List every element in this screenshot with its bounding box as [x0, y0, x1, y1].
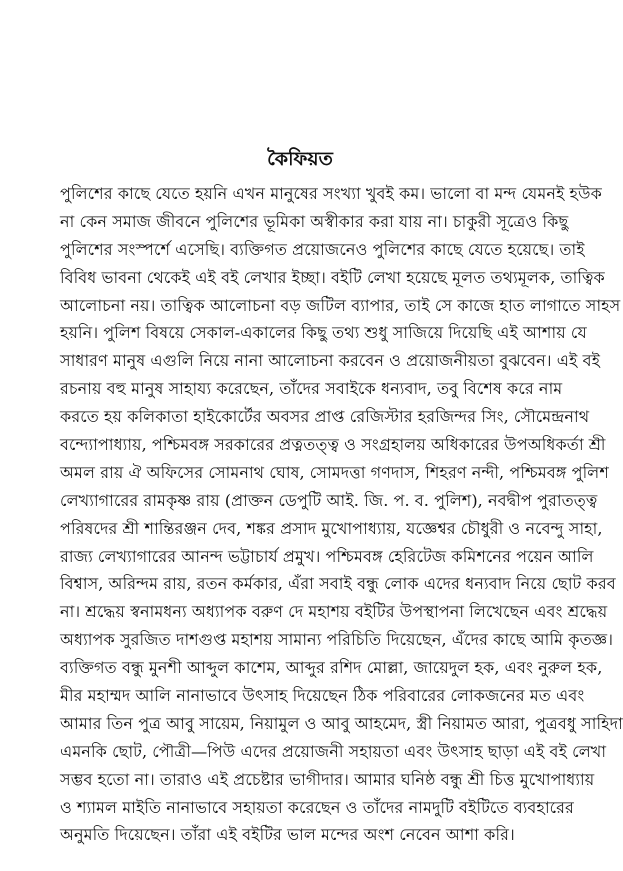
- text-line: অনুমতি দিয়েছেন। তাঁরা এই বইটির ভাল মন্দের অংশ নেবেন আশা করি।: [60, 825, 515, 845]
- text-line: রচনায় বহু মানুষ সাহায্য করেছেন, তাঁদের সবাইকে ধন্যবাদ, তবু বিশেষ করে নাম: [60, 379, 563, 399]
- text-line: রাজ্য লেখ্যাগারের আনন্দ ভট্টাচার্য প্রমুখ। পশ্চিমবঙ্গ হেরিটেজ কমিশনের পয়েন আলি: [60, 546, 594, 566]
- page-title: কৈফিয়ত: [267, 148, 333, 170]
- text-line: সম্ভব হতো না। তারাও এই প্রচেষ্টার ভাগীদার। আমার ঘনিষ্ঠ বন্ধু শ্রী চিত্ত মুখোপাধ্যায়: [60, 769, 595, 789]
- text-line: সাধারণ মানুষ এগুলি নিয়ে নানা আলোচনা করবেন ও প্রয়োজনীয়তা বুঝবেন। এই বই: [60, 351, 601, 371]
- text-line: না। শ্রদ্ধেয় স্বনামধন্য অধ্যাপক বরুণ দে মহাশয় বইটির উপস্থাপনা লিখেছেন এবং শ্রদ্ধেয়: [60, 602, 608, 622]
- text-line: বন্দ্যোপাধ্যায়, পশ্চিমবঙ্গ সরকারের প্রত্নতত্ত্ব ও সংগ্রহালয় অধিকারের উপঅধিকর্তা শ্রী: [60, 435, 606, 455]
- text-line: অমল রায় ঐ অফিসের সোমনাথ ঘোষ, সোমদত্তা গণদাস, শিহরণ নন্দী, পশ্চিমবঙ্গ পুলিশ: [60, 462, 609, 482]
- text-line: পুলিশের সংস্পর্শে এসেছি। ব্যক্তিগত প্রয়োজনেও পুলিশের কাছে যেতে হয়েছে। তাই: [60, 239, 585, 259]
- body-paragraph: [60, 180, 623, 849]
- text-line: আলোচনা নয়। তাত্বিক আলোচনা বড় জটিল ব্যাপার, তাই সে কাজে হাত লাগাতে সাহস: [60, 295, 621, 315]
- text-line: ও শ্যামল মাইতি নানাভাবে সহায়তা করেছেন ও তাঁদের নামদুটি বইটিতে ব্যবহারের: [60, 797, 574, 817]
- text-line: ব্যক্তিগত বন্ধু মুনশী আব্দুল কাশেম, আব্দুর রশিদ মোল্লা, জায়েদুল হক, এবং নুরুল হক,: [60, 658, 603, 678]
- text-line: করতে হয় কলিকাতা হাইকোর্টের অবসর প্রাপ্ত রেজিস্টার হরজিন্দর সিং, সৌমেন্দ্রনাথ: [60, 407, 590, 427]
- text-line: পুলিশের কাছে যেতে হয়নি এখন মানুষের সংখ্যা খুবই কম। ভালো বা মন্দ যেমনই হউক: [60, 184, 602, 203]
- text-line: বিশ্বাস, অরিন্দম রায়, রতন কর্মকার, এঁরা সবাই বন্ধু লোক এদের ধন্যবাদ নিয়ে ছোট করব: [60, 574, 616, 594]
- text-line: বিবিধ ভাবনা থেকেই এই বই লেখার ইচ্ছা। বইটি লেখা হয়েছে মূলত তথ্যমূলক, তাত্বিক: [60, 267, 605, 287]
- text-line: অধ্যাপক সুরজিত দাশগুপ্ত মহাশয় সামান্য পরিচিতি দিয়েছেন, এঁদের কাছে আমি কৃতজ্ঞ।: [60, 630, 614, 650]
- text-line: পরিষদের শ্রী শান্তিরঞ্জন দেব, শঙ্কর প্রসাদ মুখোপাধ্যায়, যজ্ঞেশ্বর চৌধুরী ও নবেন্দু সাহা,: [60, 518, 603, 538]
- text-line: না কেন সমাজ জীবনে পুলিশের ভূমিকা অস্বীকার করা যায় না। চাকুরী সূত্রেও কিছু: [60, 211, 569, 231]
- text-line: হয়নি। পুলিশ বিষয়ে সেকাল-একালের কিছু তথ্য শুধু সাজিয়ে দিয়েছি এই আশায় যে: [60, 323, 587, 343]
- text-line: লেখ্যাগারের রামকৃষ্ণ রায় (প্রাক্তন ডেপুটি আই. জি. প. ব. পুলিশ), নবদ্বীপ পুরাতত্ত্ব: [60, 490, 598, 510]
- text-line: মীর মহাম্মদ আলি নানাভাবে উৎসাহ দিয়েছেন ঠিক পরিবারের লোকজনের মত এবং: [60, 686, 585, 706]
- text-line: এমনকি ছোট, পৌত্রী—পিউ এদের প্রয়োজনী সহায়তা এবং উৎসাহ ছাড়া এই বই লেখা: [60, 741, 607, 761]
- text-line: আমার তিন পুত্র আবু সায়েম, নিয়ামুল ও আবু আহমেদ, স্ত্রী নিয়ামত আরা, পুত্রবধু সাহিদা: [60, 713, 623, 733]
